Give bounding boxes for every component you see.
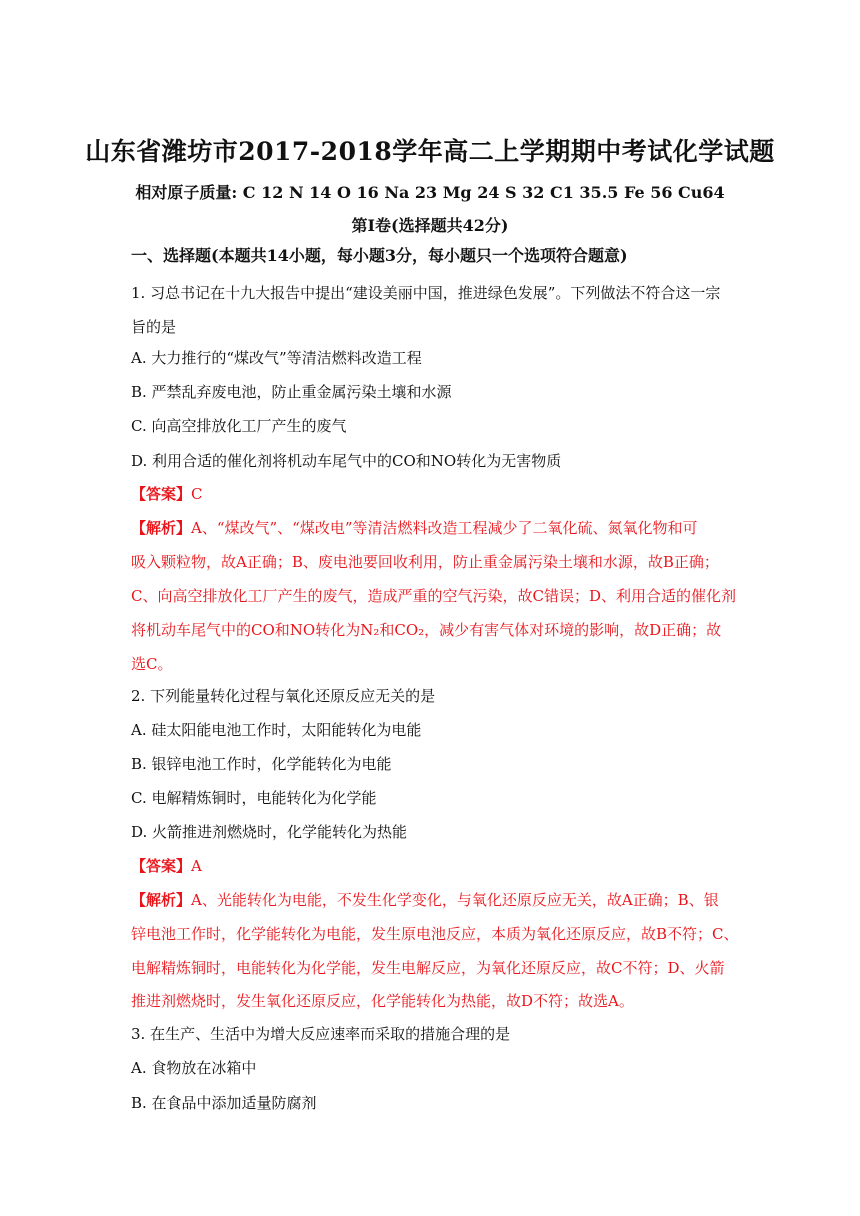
question-1-analysis-line-4: 将机动车尾气中的CO和NO转化为N₂和CO₂，减少有害气体对环境的影响，故D正确；故 <box>131 621 722 639</box>
analysis-text: A、“煤改气”、“煤改电”等清洁燃料改造工程减少了二氧化硫、氮氧化物和可 <box>191 519 698 537</box>
question-1-analysis-line-1 <box>131 518 731 538</box>
question-3-stem: 3. 在生产、生活中为增大反应速率而采取的措施合理的是 <box>131 1025 511 1043</box>
question-2-analysis-line-4: 推进剂燃烧时，发生氧化还原反应，化学能转化为热能，故D不符；故选A。 <box>131 992 634 1010</box>
question-1-analysis-line-5: 选C。 <box>131 655 173 673</box>
answer-value: C <box>191 485 203 503</box>
atomic-masses: 相对原子质量: C 12 N 14 O 16 Na 23 Mg 24 S 32 C1 35.5 Fe 56 Cu64 <box>135 183 725 202</box>
question-2-option-d: D. 火箭推进剂燃烧时，化学能转化为热能 <box>131 823 408 841</box>
section-title: 一、选择题(本题共14小题，每小题3分，每小题只一个选项符合题意) <box>131 246 628 265</box>
question-3-option-b: B. 在食品中添加适量防腐剂 <box>131 1094 317 1112</box>
question-2-analysis-line-3: 电解精炼铜时，电能转化为化学能，发生电解反应，为氧化还原反应，故C不符；D、火箭 <box>131 959 725 977</box>
question-2-analysis-line-2: 锌电池工作时，化学能转化为电能，发生原电池反应，本质为氧化还原反应，故B不符；C、 <box>131 925 739 943</box>
question-1-analysis-line-2: 吸入颗粒物，故A正确；B、废电池要回收利用，防止重金属污染土壤和水源，故B正确； <box>131 553 719 571</box>
answer-label: 【答案】 <box>131 857 192 875</box>
question-2-stem: 2. 下列能量转化过程与氧化还原反应无关的是 <box>131 687 436 705</box>
question-2-answer <box>131 856 731 876</box>
exam-title: 山东省潍坊市2017-2018学年高二上学期期中考试化学试题 <box>85 137 775 166</box>
question-2-option-a: A. 硅太阳能电池工作时，太阳能转化为电能 <box>131 721 422 739</box>
question-2-option-b: B. 银锌电池工作时，化学能转化为电能 <box>131 755 392 773</box>
answer-label: 【答案】 <box>131 485 192 503</box>
answer-value: A <box>191 857 202 875</box>
question-1-answer <box>131 484 731 504</box>
question-3-option-a: A. 食物放在冰箱中 <box>131 1059 257 1077</box>
question-2-option-c: C. 电解精炼铜时，电能转化为化学能 <box>131 789 377 807</box>
question-1-option-d: D. 利用合适的催化剂将机动车尾气中的CO和NO转化为无害物质 <box>131 452 562 470</box>
analysis-label: 【解析】 <box>131 519 192 537</box>
question-1-option-c: C. 向高空排放化工厂产生的废气 <box>131 417 347 435</box>
question-1-option-b: B. 严禁乱弃废电池，防止重金属污染土壤和水源 <box>131 383 452 401</box>
question-1-option-a: A. 大力推行的“煤改气”等清洁燃料改造工程 <box>131 349 422 367</box>
volume-title: 第I卷(选择题共42分) <box>351 216 509 235</box>
question-1-analysis-line-3: C、向高空排放化工厂产生的废气，造成严重的空气污染，故C错误；D、利用合适的催化剂 <box>131 587 736 605</box>
question-1-stem-cont: 旨的是 <box>131 318 177 336</box>
analysis-text: A、光能转化为电能，不发生化学变化，与氧化还原反应无关，故A正确；B、银 <box>191 891 719 909</box>
question-2-analysis-line-1 <box>131 890 731 910</box>
question-1-stem: 1. 习总书记在十九大报告中提出“建设美丽中国，推进绿色发展”。下列做法不符合这一宗 <box>131 284 721 302</box>
analysis-label: 【解析】 <box>131 891 192 909</box>
